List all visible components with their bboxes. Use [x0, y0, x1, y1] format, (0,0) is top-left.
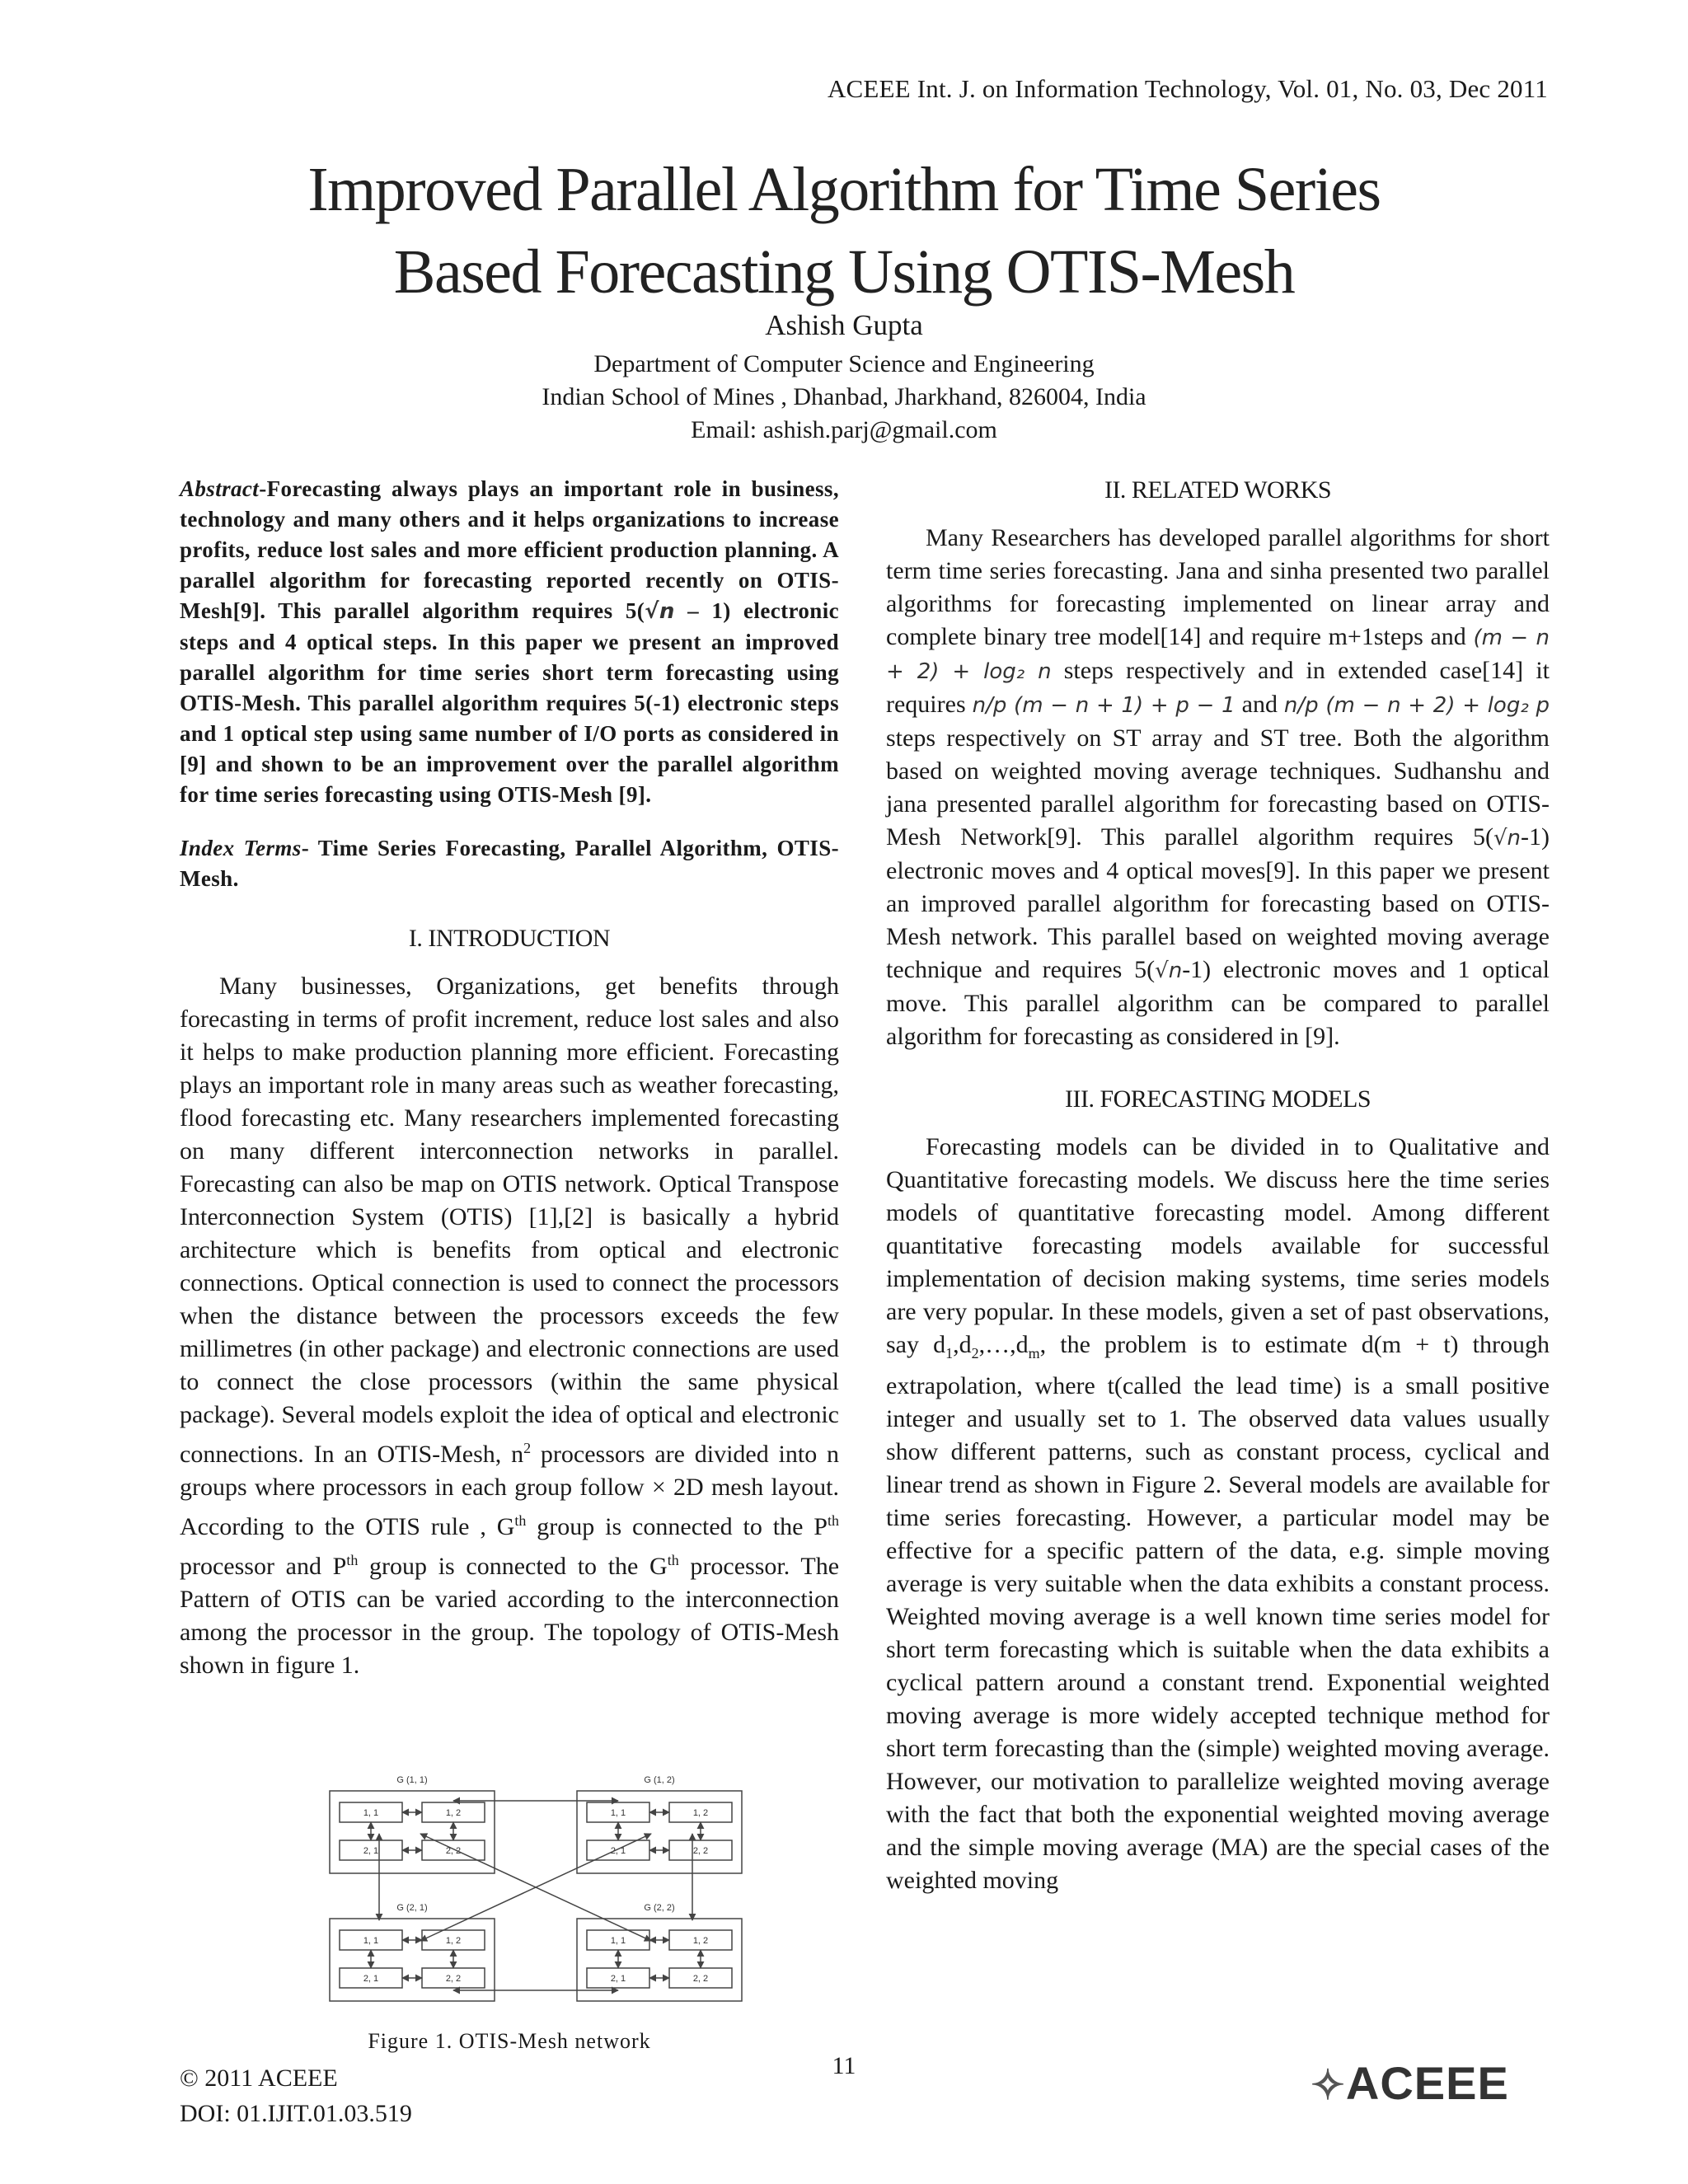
models-text-b: ,d [953, 1331, 972, 1358]
intro-sup-th4: th [667, 1552, 679, 1568]
intro-text-d: processor and P [180, 1553, 347, 1580]
related-math-3: n/p (m − n + 2) + log₂ p [1283, 693, 1550, 718]
models-text-d: , the problem is to estimate d(m + t) through extrapolation, where t(called the lead time) is a small positive integer and usually set to 1. The observed data values usually show different patterns, such as constant process, cyclical and linear trend as shown in Figure 2. Several models are available for time series forecasting. However, a particular model may be effective for a specific pattern of the data, e.g. simple moving average is very suitable when the data exhibits a constant process. Weighted moving average is a well known time series model for short term forecasting which is suitable when the data exhibits a cyclical pattern around a constant trend. Exponential weighted moving average is more widely accepted technique method for short term forecasting than the (simple) weighted moving average. However, our motivation to parallelize weighted moving average with the fact that both the exponential weighted moving average and the simple moving average (MA) are the special cases of the weighted moving [886, 1331, 1550, 1894]
intro-paragraph [180, 970, 839, 1682]
aceee-logo [1311, 2056, 1509, 2110]
group-label: G (1, 1) [396, 1775, 428, 1785]
intro-sup-th3: th [346, 1552, 359, 1568]
intro-text-c: group is connected to the P [526, 1513, 828, 1540]
group-label: G (2, 1) [396, 1903, 428, 1913]
related-math-1: (m − n + 2) + log₂ n [886, 626, 1550, 684]
right-column [886, 474, 1550, 1897]
intro-text-a: Many businesses, Organizations, get benefits through forecasting in terms of profit increment, reduce lost sales and also it helps to make production planning more efficient. Forecasting plays an important role in many areas such as weather forecasting, flood forecasting etc. Many researchers implemented forecasting on many different interconnection networks in parallel. Forecasting can also be map on OTIS network. Optical Transpose Interconnection System (OTIS) [1],[2] is basically a hybrid architecture which is benefits from optical and electronic connections. Optical connection is used to connect the processors when the distance between the processors exceeds the few millimetres (in other package) and electronic connections are used to connect the close processors (within the same physical package). Several models exploit the idea of optical and electronic connections. In an OTIS-Mesh, n [180, 972, 839, 1468]
related-text-e: -1) electronic moves and 4 optical moves[9]. In this paper we present an improved parallel algorithm for forecasting based on OTIS- Mesh network. This parallel based on weighted moving average technique and requires 5( [886, 823, 1550, 983]
group-label: G (1, 2) [644, 1775, 675, 1785]
logo-text: ACEEE [1345, 2057, 1509, 2109]
intro-text-b: processors are divided into n groups where processors in each group follow × 2D mesh layout. According to the OTIS rule , G [180, 1441, 839, 1540]
author-email: Email: ashish.parj@gmail.com [691, 416, 997, 443]
group-box [577, 1791, 742, 1873]
processor-label: 2, 2 [445, 1974, 462, 1984]
paper-title-line1: Improved Parallel Algorithm for Time Series [307, 155, 1381, 224]
star-icon: ✧ [1311, 2062, 1346, 2108]
abstract-text-1: -Forecasting always plays an important role in business, technology and many others and it helps organizations to increase profits, reduce lost sales and more efficient production planning. A parallel algorithm for forecasting reported recently on OTIS-Mesh[9]. This parallel algorithm requires 5( [180, 476, 839, 623]
index-terms [180, 833, 839, 894]
doi: DOI: 01.IJIT.01.03.519 [180, 2100, 412, 2127]
mesh-group [577, 1775, 742, 1873]
models-text-c: ,…,d [978, 1331, 1029, 1358]
related-text-d: steps respectively on ST array and ST tree. Both the algorithm based on weighted moving average techniques. Sudhanshu and jana presented parallel algorithm for forecasting based on OTIS-Mesh Network[9]. This parallel algorithm requires 5( [886, 724, 1550, 851]
models-text-a: Forecasting models can be divided in to Qualitative and Quantitative forecasting models. We discuss here the time series models of quantitative forecasting model. Among different quantitative forecasting models available for successful implementation of decision making systems, time series models are very popular. In these models, given a set of past observations, say d [886, 1133, 1550, 1358]
processor-label: 1, 1 [610, 1808, 626, 1818]
intro-sup-th1: th [514, 1512, 527, 1529]
affiliation-dept: Department of Computer Science and Engineering [593, 350, 1095, 377]
processor-label: 2, 1 [610, 1974, 626, 1984]
group-box [577, 1919, 742, 2001]
models-sub-1: 1 [945, 1345, 954, 1361]
processor-label: 1, 1 [363, 1936, 379, 1946]
processor-label: 2, 2 [692, 1974, 709, 1984]
journal-header: ACEEE Int. J. on Information Technology, Vol. 01, No. 03, Dec 2011 [827, 74, 1548, 103]
mesh-group [330, 1775, 495, 1873]
intro-text-e: group is connected to the G [358, 1553, 668, 1580]
processor-label: 2, 1 [363, 1846, 379, 1856]
models-sub-2: 2 [971, 1345, 979, 1361]
group-box [330, 1919, 495, 2001]
processor-label: 2, 1 [363, 1974, 379, 1984]
processor-label: 2, 1 [610, 1846, 626, 1856]
processor-label: 1, 2 [445, 1936, 462, 1946]
intro-sup-th2: th [827, 1512, 839, 1529]
processor-label: 1, 2 [445, 1808, 462, 1818]
section-title-related-works: II. RELATED WORKS [1104, 476, 1332, 504]
section-title-forecasting-models: III. FORECASTING MODELS [1065, 1085, 1371, 1113]
index-terms-text: - Time Series Forecasting, Parallel Algorithm, OTIS-Mesh. [180, 836, 840, 891]
processor-label: 1, 2 [692, 1936, 709, 1946]
intro-sup-2: 2 [523, 1440, 532, 1456]
sqrt-n-math: √n [645, 599, 675, 624]
related-text-a: Many Researchers has developed parallel algorithms for short term time series forecasting. Jana and sinha presented two parallel algorithms for forecasting implemented on linear array and complete binary tree model[14] and require m+1steps and [886, 524, 1550, 650]
processor-label: 2, 2 [692, 1846, 709, 1856]
page-number: 11 [832, 2052, 856, 2079]
related-math-4: √n [1493, 826, 1522, 851]
group-label: G (2, 2) [644, 1903, 675, 1913]
related-text-f: -1) electronic moves and 1 optical move. This parallel algorithm can be compared to parallel algorithm for forecasting as considered in [9]. [886, 956, 1550, 1050]
group-box [330, 1791, 495, 1873]
processor-label: 1, 1 [610, 1936, 626, 1946]
otis-mesh-figure [313, 1772, 758, 2019]
related-math-5: √n [1155, 958, 1183, 983]
section-title-introduction: I. INTRODUCTION [408, 925, 611, 952]
figure-caption: Figure 1. OTIS-Mesh network [368, 2029, 651, 2053]
abstract [180, 474, 839, 810]
forecasting-models-paragraph [886, 1131, 1550, 1897]
abstract-text-2: – 1) electronic steps and 4 optical steps. In this paper we present an improved parallel algorithm for time series short term forecasting using OTIS-Mesh. This parallel algorithm requires 5(-1) electronic steps and 1 optical step using same number of I/O ports as considered in [9] and shown to be an improvement over the parallel algorithm for time series forecasting using OTIS-Mesh [9]. [180, 598, 839, 807]
related-works-paragraph [886, 522, 1550, 1053]
paper-title-line2: Based Forecasting Using OTIS-Mesh [393, 237, 1295, 307]
processor-label: 1, 1 [363, 1808, 379, 1818]
related-math-2: n/p (m − n + 1) + p − 1 [972, 693, 1236, 718]
index-terms-label: Index Terms [180, 836, 302, 860]
intro-text-f: processor. The Pattern of OTIS can be varied according to the interconnection among the processor in the group. The topology of OTIS-Mesh shown in figure 1. [180, 1553, 840, 1679]
affiliation-school: Indian School of Mines , Dhanbad, Jharkhand, 826004, India [542, 383, 1146, 410]
processor-label: 2, 2 [445, 1846, 462, 1856]
abstract-label: Abstract [180, 476, 260, 501]
models-sub-m: m [1028, 1345, 1040, 1361]
related-text-c: and [1235, 691, 1284, 718]
processor-label: 1, 2 [692, 1808, 709, 1818]
left-column [180, 474, 839, 1682]
author-name: Ashish Gupta [765, 309, 923, 341]
related-text-b: steps respectively and in extended case[14] it requires [886, 657, 1550, 718]
copyright: © 2011 ACEEE [180, 2064, 338, 2092]
